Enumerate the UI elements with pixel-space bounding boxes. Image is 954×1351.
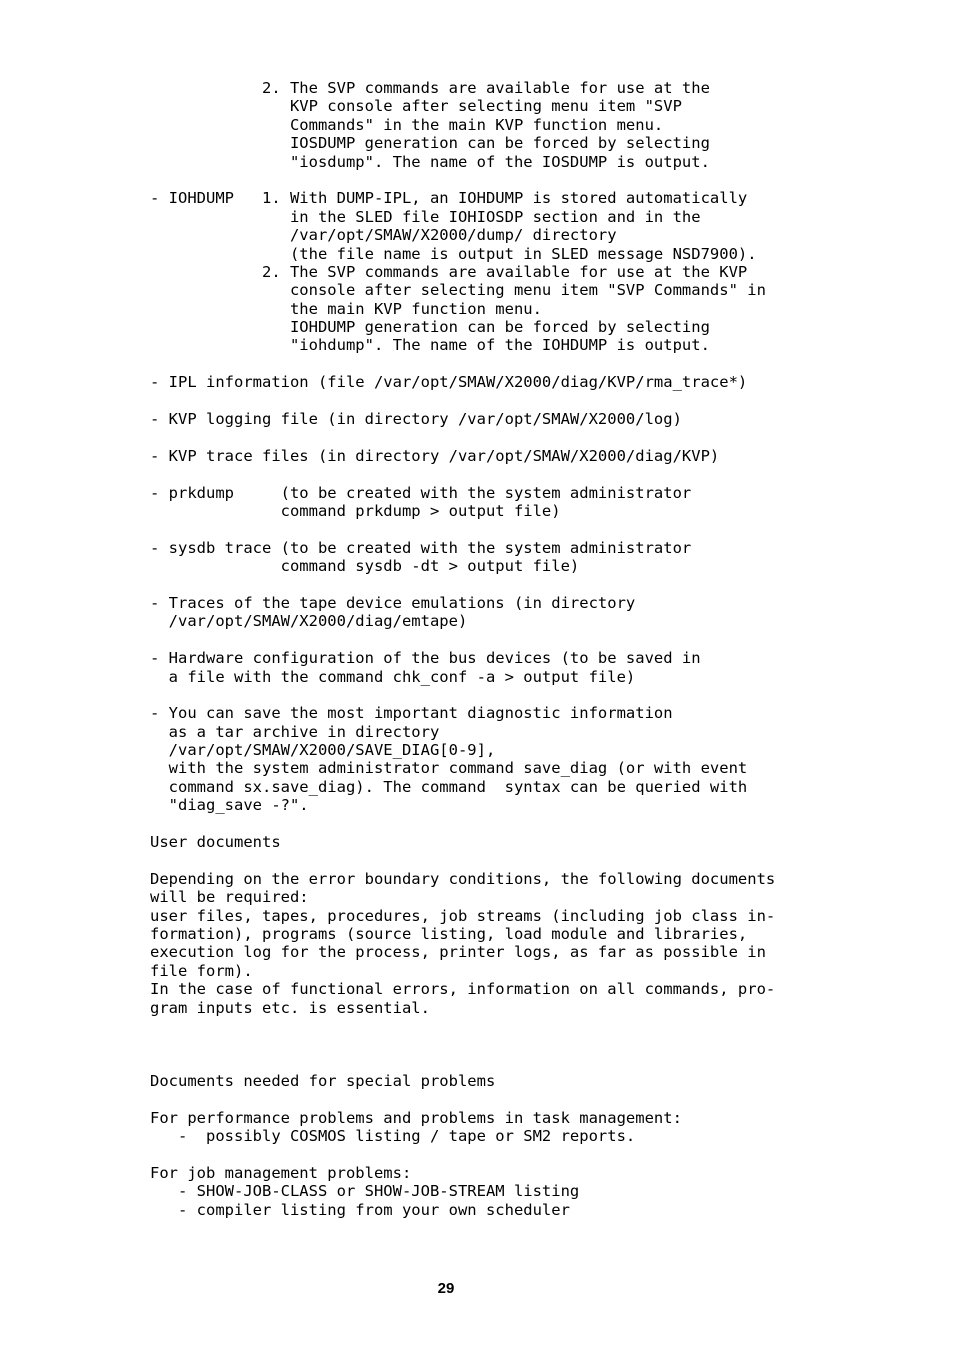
text-line: - compiler listing from your own scheduler: [150, 1200, 570, 1219]
document-body: [150, 79, 850, 1219]
text-line: - possibly COSMOS listing / tape or SM2 reports.: [150, 1127, 636, 1146]
text-line: "iosdump". The name of the IOSDUMP is output.: [150, 152, 710, 171]
text-line: command prkdump > output file): [150, 501, 561, 520]
text-line: 2. The SVP commands are available for use at the: [150, 79, 710, 97]
text-line: user files, tapes, procedures, job streams (including job class in-: [150, 906, 776, 925]
text-line: "iohdump". The name of the IOHDUMP is output.: [150, 336, 710, 355]
text-line: User documents: [150, 833, 281, 852]
blank-line: [150, 576, 850, 594]
text-line: - Hardware configuration of the bus devices (to be saved in: [150, 649, 701, 668]
blank-line: [150, 1090, 850, 1108]
text-line: /var/opt/SMAW/X2000/dump/ directory: [150, 226, 617, 245]
text-line: - You can save the most important diagnostic information: [150, 704, 673, 723]
text-line: the main KVP function menu.: [150, 299, 542, 318]
text-line: as a tar archive in directory: [150, 722, 440, 741]
text-line: For job management problems:: [150, 1164, 412, 1183]
text-line: 2. The SVP commands are available for use at the KVP: [150, 262, 748, 281]
blank-line: [150, 1035, 850, 1053]
text-line: /var/opt/SMAW/X2000/diag/emtape): [150, 612, 468, 631]
text-line: (the file name is output in SLED message NSD7900).: [150, 244, 757, 263]
text-line: file form).: [150, 961, 253, 980]
blank-line: [150, 171, 850, 189]
blank-line: [150, 355, 850, 373]
text-line: command sx.save_diag). The command syntax can be queried with: [150, 777, 748, 796]
text-line: - IOHDUMP 1. With DUMP-IPL, an IOHDUMP is stored automatically: [150, 189, 748, 208]
text-line: - sysdb trace (to be created with the system administrator: [150, 538, 692, 557]
text-line: - Traces of the tape device emulations (in directory: [150, 593, 636, 612]
blank-line: [150, 392, 850, 410]
text-line: Commands" in the main KVP function menu.: [150, 115, 664, 134]
blank-line: [150, 1054, 850, 1072]
text-line: In the case of functional errors, information on all commands, pro-: [150, 980, 776, 999]
blank-line: [150, 1017, 850, 1035]
text-line: - IPL information (file /var/opt/SMAW/X2000/diag/KVP/rma_trace*): [150, 373, 748, 392]
text-line: - KVP logging file (in directory /var/opt/SMAW/X2000/log): [150, 410, 682, 429]
text-line: IOSDUMP generation can be forced by selecting: [150, 134, 710, 153]
text-line: KVP console after selecting menu item "SVP: [150, 97, 682, 116]
text-line: console after selecting menu item "SVP Commands" in: [150, 281, 766, 300]
page-number: 29: [437, 1280, 455, 1297]
blank-line: [150, 1146, 850, 1164]
text-line: Documents needed for special problems: [150, 1072, 496, 1091]
text-line: - prkdump (to be created with the system administrator: [150, 483, 692, 502]
text-line: - SHOW-JOB-CLASS or SHOW-JOB-STREAM listing: [150, 1182, 580, 1201]
text-line: For performance problems and problems in task management:: [150, 1108, 682, 1127]
blank-line: [150, 428, 850, 446]
blank-line: [150, 815, 850, 833]
text-line: in the SLED file IOHIOSDP section and in the: [150, 207, 701, 226]
text-line: will be required:: [150, 888, 309, 907]
blank-line: [150, 465, 850, 483]
text-line: Depending on the error boundary conditions, the following documents: [150, 869, 776, 888]
text-line: - KVP trace files (in directory /var/opt/SMAW/X2000/diag/KVP): [150, 446, 720, 465]
text-line: execution log for the process, printer logs, as far as possible in: [150, 943, 766, 962]
text-line: with the system administrator command save_diag (or with event: [150, 759, 748, 778]
blank-line: [150, 851, 850, 869]
text-line: /var/opt/SMAW/X2000/SAVE_DIAG[0-9],: [150, 741, 496, 760]
text-line: IOHDUMP generation can be forced by selecting: [150, 318, 710, 337]
text-line: a file with the command chk_conf -a > output file): [150, 667, 636, 686]
text-line: gram inputs etc. is essential.: [150, 998, 430, 1017]
text-line: command sysdb -dt > output file): [150, 557, 580, 576]
blank-line: [150, 520, 850, 538]
text-line: "diag_save -?".: [150, 796, 309, 815]
text-line: formation), programs (source listing, load module and libraries,: [150, 924, 748, 943]
blank-line: [150, 686, 850, 704]
blank-line: [150, 631, 850, 649]
